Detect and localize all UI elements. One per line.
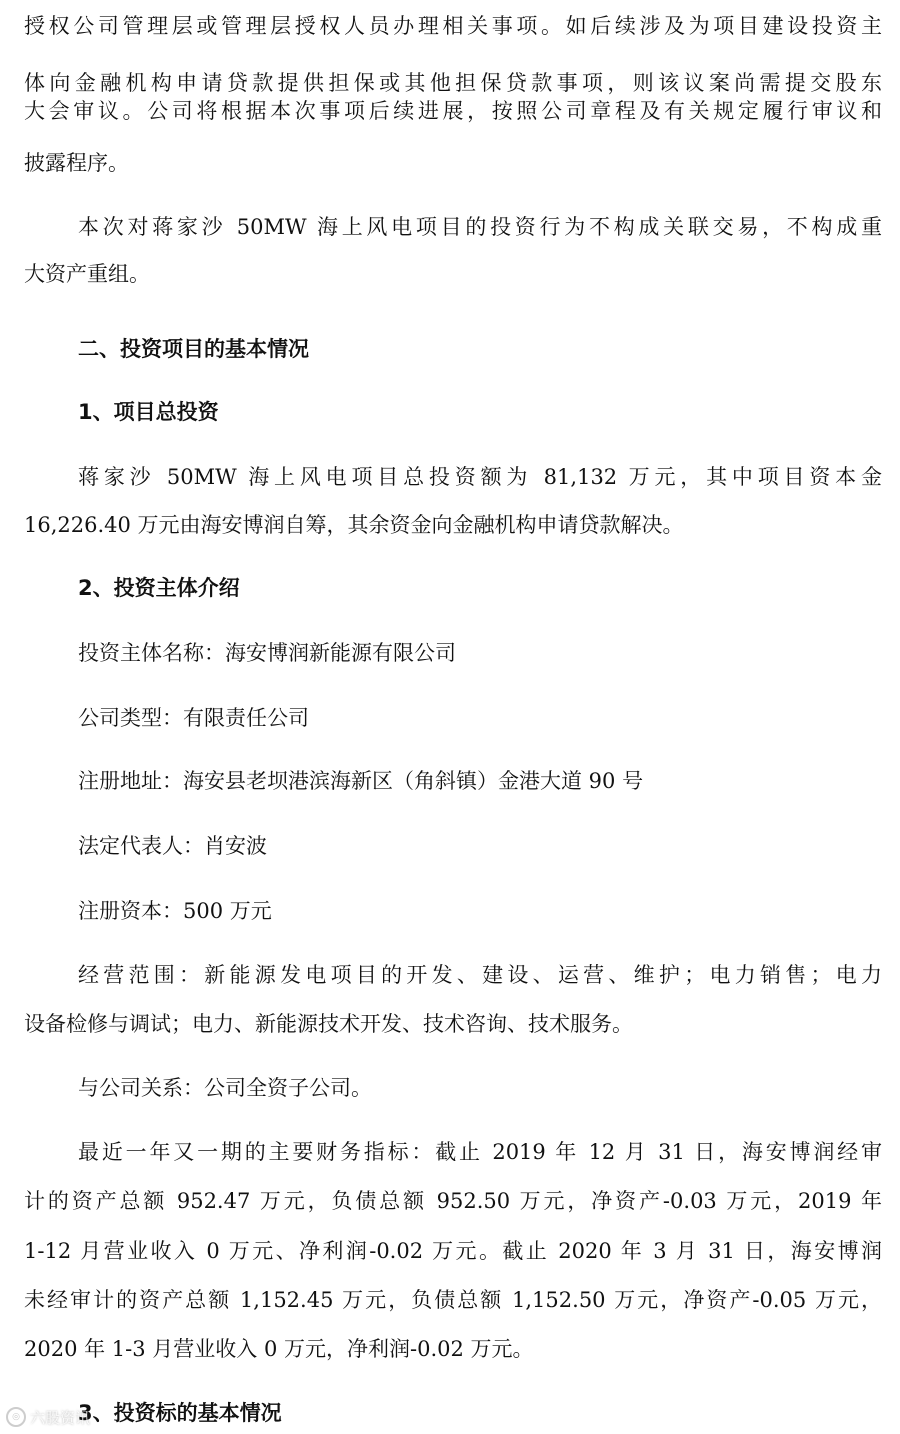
paragraph-1-line-1: 授权公司管理层或管理层授权人员办理相关事项。如后续涉及为项目建设投资主 (24, 14, 882, 38)
subsection-1-heading: 1、项目总投资 (78, 400, 219, 424)
subsection-2-heading: 2、投资主体介绍 (78, 576, 240, 600)
field-company-type: 公司类型：有限责任公司 (78, 706, 309, 730)
paragraph-4-line-3: 1-12 月营业收入 0 万元、净利润-0.02 万元。截止 2020 年 3 月 31 日，海安博润 (24, 1239, 882, 1263)
field-registered-address: 注册地址：海安县老坝港滨海新区（角斜镇）金港大道 90 号 (78, 769, 644, 793)
subsection-3-heading: 3、投资标的基本情况 (78, 1401, 282, 1425)
field-company-relation: 与公司关系：公司全资子公司。 (78, 1076, 372, 1100)
paragraph-4-line-1: 最近一年又一期的主要财务指标：截止 2019 年 12 月 31 日，海安博润经审 (78, 1140, 882, 1164)
paragraph-4-line-2: 计的资产总额 952.47 万元，负债总额 952.50 万元，净资产-0.03 万元，2019 年 (24, 1189, 882, 1213)
paragraph-1-line-4: 披露程序。 (24, 151, 129, 175)
paragraph-3-line-2: 16,226.40 万元由海安博润自筹，其余资金向金融机构申请贷款解决。 (24, 513, 684, 537)
field-business-scope-line-2: 设备检修与调试；电力、新能源技术开发、技术咨询、技术服务。 (24, 1012, 633, 1036)
section-2-heading: 二、投资项目的基本情况 (78, 337, 309, 361)
watermark (6, 1404, 90, 1430)
paragraph-2-line-1: 本次对蒋家沙 50MW 海上风电项目的投资行为不构成关联交易，不构成重 (78, 215, 882, 239)
field-company-name: 投资主体名称：海安博润新能源有限公司 (78, 641, 456, 665)
watermark-logo-icon: ◎ (6, 1407, 26, 1427)
paragraph-4-line-4: 未经审计的资产总额 1,152.45 万元，负债总额 1,152.50 万元，净资产-0.05 万元， (24, 1288, 882, 1312)
paragraph-2-line-2: 大资产重组。 (24, 262, 150, 286)
paragraph-1-line-3: 大会审议。公司将根据本次事项后续进展，按照公司章程及有关规定履行审议和 (24, 99, 882, 123)
field-legal-representative: 法定代表人：肖安波 (78, 834, 267, 858)
field-registered-capital: 注册资本：500 万元 (78, 899, 272, 923)
field-business-scope-line-1: 经营范围：新能源发电项目的开发、建设、运营、维护；电力销售；电力 (78, 963, 882, 987)
paragraph-4-line-5: 2020 年 1-3 月营业收入 0 万元，净利润-0.02 万元。 (24, 1337, 534, 1361)
paragraph-1-line-2: 体向金融机构申请贷款提供担保或其他担保贷款事项，则该议案尚需提交股东 (24, 71, 882, 95)
watermark-text: 六股资讯 (30, 1408, 91, 1427)
paragraph-3-line-1: 蒋家沙 50MW 海上风电项目总投资额为 81,132 万元，其中项目资本金 (78, 465, 882, 489)
